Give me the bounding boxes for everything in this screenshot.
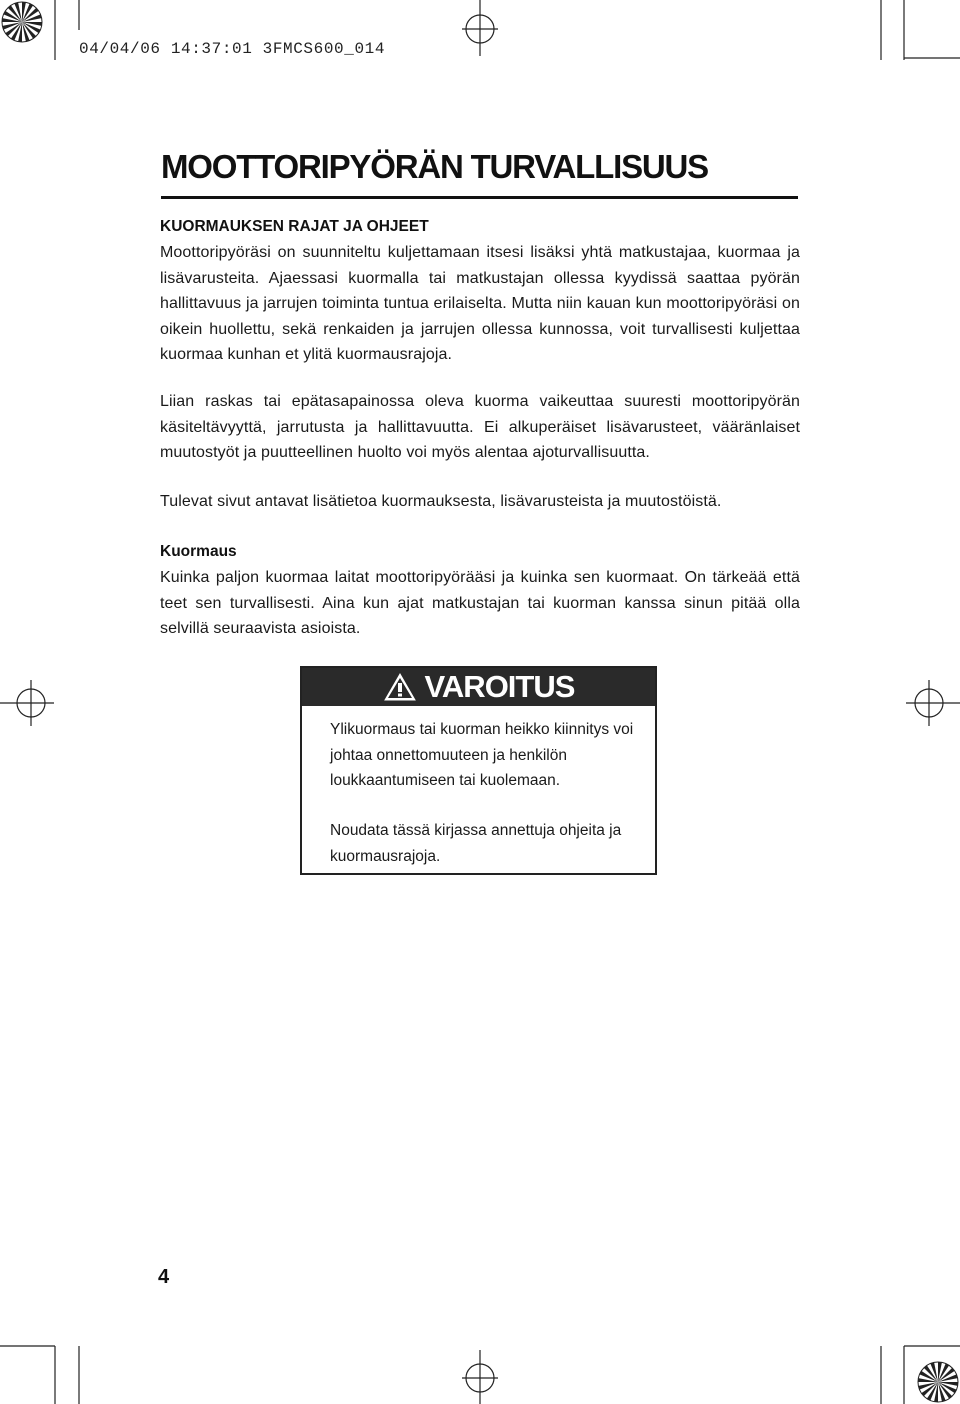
page-title: MOOTTORIPYÖRÄN TURVALLISUUS: [161, 148, 708, 185]
subsection-heading: Kuormaus: [160, 543, 237, 560]
warning-box: [300, 666, 657, 875]
title-divider: [161, 196, 798, 199]
body-paragraph: Kuinka paljon kuormaa laitat moottoripyörääsi ja kuinka sen kuormaat. On tärkeää että teet sen turvallisesti. Aina kun ajat matkustajan tai kuorman kanssa sinun pitää olla selvillä seuraavista asioista.: [160, 569, 800, 637]
warning-text: Noudata tässä kirjassa annettuja ohjeita ja kuormausrajoja.: [330, 822, 622, 865]
warning-header: [302, 668, 655, 706]
page-number: 4: [158, 1266, 170, 1288]
warning-triangle-icon: [383, 672, 417, 702]
print-header: 04/04/06 14:37:01 3FMCS600_014: [79, 40, 386, 58]
warning-title: VAROITUS: [424, 669, 575, 704]
section-heading: KUORMAUKSEN RAJAT JA OHJEET: [160, 218, 429, 235]
warning-text: Ylikuormaus tai kuorman heikko kiinnitys voi johtaa onnettomuuteen ja henkilön loukkaantumiseen tai kuolemaan.: [330, 721, 634, 789]
body-paragraph: Tulevat sivut antavat lisätietoa kuormauksesta, lisävarusteista ja muutostöistä.: [160, 493, 722, 510]
body-paragraph: Moottoripyöräsi on suunniteltu kuljettamaan itsesi lisäksi yhtä matkustajaa, kuormaa ja lisävarusteita. Ajaessasi kuormalla tai matkustajan ollessa kyydissä saattaa pyörän hallittavuus ja jarrujen toiminta tuntua erilaiselta. Mutta niin kauan kun moottoripyöräsi on oikein huollettu, sekä renkaiden ja jarrujen ollessa kunnossa, voit turvallisesti kuljettaa kuormaa kunhan et ylitä kuormausrajoja.: [160, 244, 800, 363]
body-paragraph: Liian raskas tai epätasapainossa oleva kuorma vaikeuttaa suuresti moottoripyörän käsiteltävyyttä, jarrutusta ja hallittavuutta. Ei alkuperäiset lisävarusteet, vääränlaiset muutostyöt ja puutteellinen huolto voi myös alentaa ajoturvallisuutta.: [160, 393, 800, 461]
